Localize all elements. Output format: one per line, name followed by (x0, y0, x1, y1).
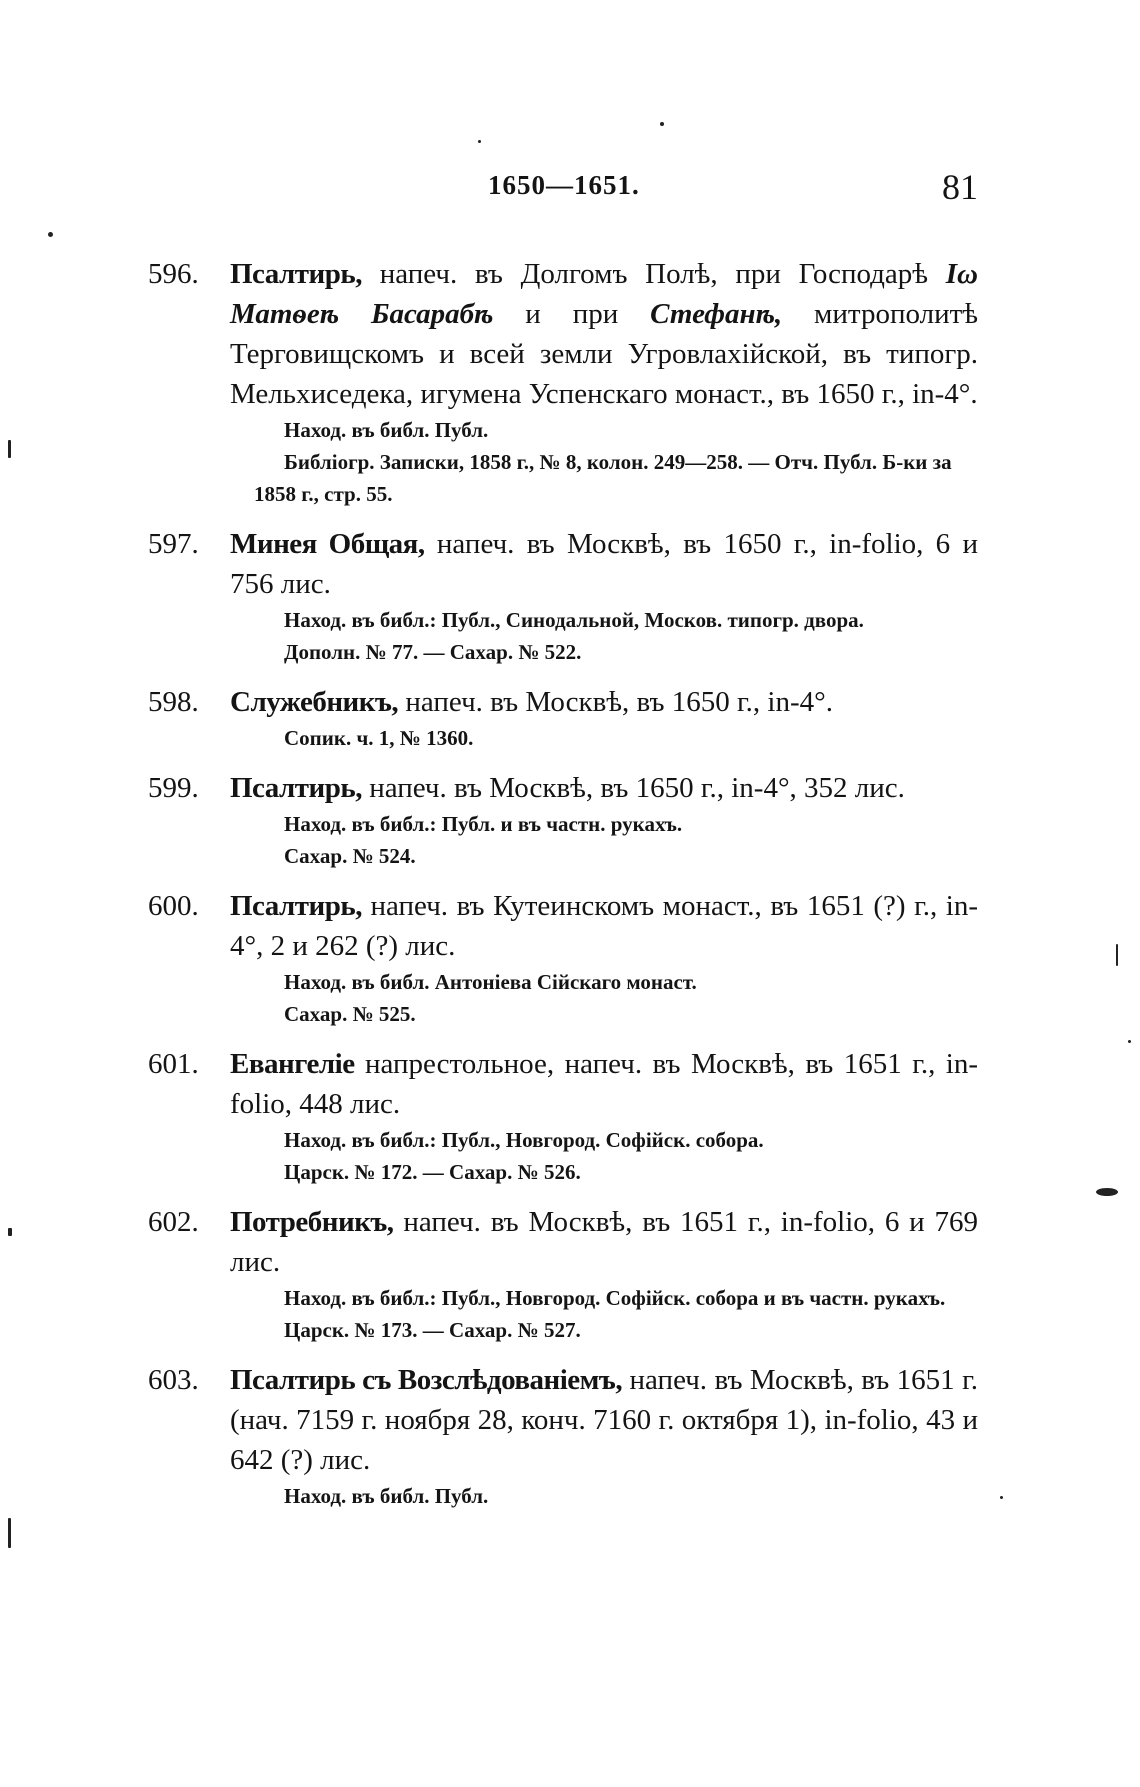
running-head: 1650—1651. (488, 170, 640, 200)
entry-598 (148, 682, 978, 754)
entry-text: напрестольное, напеч. въ Москвѣ, въ 1651 г., in-folio, 448 лис. (230, 1048, 978, 1120)
entry-body (230, 682, 978, 754)
entry-text: напеч. въ Москвѣ, въ 1650 г., in-4°, 352 лис. (361, 772, 905, 804)
entry-596 (148, 254, 978, 510)
entry-title: Служебникъ, (230, 686, 399, 718)
entry-note: Наход. въ библ. Публ. (284, 418, 489, 442)
entry-text: митрополитѣ Терговищскомъ и всей земли Угровлахійской, въ типогр. Мельхиседека, игумена Успенскаго монаст., въ 1650 г., in-4°. (230, 298, 979, 410)
entry-note: Царск. № 172. — Сахар. № 526. (284, 1160, 581, 1184)
scan-speck (1096, 1188, 1118, 1196)
entry-603 (148, 1360, 978, 1512)
page-number: 81 (942, 167, 978, 207)
entry-note: Наход. въ библ.: Публ., Новгород. Софійск. собора и въ частн. рукахъ. (284, 1286, 946, 1310)
entry-597 (148, 524, 978, 668)
scan-speck (8, 1228, 12, 1236)
scan-speck (8, 1518, 11, 1548)
entry-description (230, 886, 978, 966)
entry-number: 596. (148, 258, 199, 290)
entry-description (230, 768, 978, 808)
entry-title: Псалтирь, (230, 258, 362, 290)
entry-note: Наход. въ библ.: Публ., Синодальной, Москов. типогр. двора. (284, 608, 864, 632)
entry-number: 603. (148, 1364, 199, 1396)
scan-speck (1000, 1496, 1003, 1499)
entry-note: Царск. № 173. — Сахар. № 527. (284, 1318, 581, 1342)
entry-text: напеч. въ Москвѣ, въ 1651 г. (нач. 7159 г. ноября 28, конч. 7160 г. октября 1), in-folio, 43 и 642 (?) лис. (230, 1364, 978, 1476)
entry-note: Наход. въ библ. Антоніева Сійскаго монаст. (284, 970, 697, 994)
entry-number: 597. (148, 528, 199, 560)
entry-body (230, 1360, 978, 1512)
entry-note: Наход. въ библ. Публ. (284, 1484, 489, 1508)
entry-person: Стефанѣ, (650, 298, 783, 330)
page-header (148, 167, 978, 216)
entry-title: Евангеліе (230, 1048, 355, 1080)
entry-note: Сахар. № 525. (284, 1002, 416, 1026)
scan-speck (1128, 1040, 1131, 1043)
entry-number: 598. (148, 686, 199, 718)
entry-number: 602. (148, 1206, 199, 1238)
entry-note: Библіогр. Записки, 1858 г., № 8, колон. 249—258. — Отч. Публ. Б-ки за 1858 г., стр. 55. (254, 450, 952, 506)
entry-text: напеч. въ Москвѣ, въ 1650 г., in-folio, 6 и 756 лис. (230, 528, 978, 600)
entry-body (230, 254, 978, 510)
entry-title: Потребникъ, (230, 1206, 394, 1238)
entry-602 (148, 1202, 978, 1346)
entry-600 (148, 886, 978, 1030)
entry-note: Наход. въ библ.: Публ., Новгород. Софійск. собора. (284, 1128, 764, 1152)
entry-note: Сопик. ч. 1, № 1360. (284, 726, 474, 750)
entry-description (230, 1202, 978, 1282)
entry-description (230, 254, 978, 414)
entry-body (230, 886, 978, 1030)
entry-body (230, 1044, 978, 1188)
entry-title: Псалтирь, (230, 890, 362, 922)
entry-title: Минея Общая, (230, 528, 425, 560)
entry-body (230, 524, 978, 668)
scan-speck (8, 440, 11, 458)
entry-number: 599. (148, 772, 199, 804)
entry-note: Наход. въ библ.: Публ. и въ частн. рукахъ. (284, 812, 683, 836)
entry-list (148, 254, 978, 1526)
scan-speck (1116, 944, 1118, 966)
entry-description (230, 1044, 978, 1124)
entry-note: Дополн. № 77. — Сахар. № 522. (284, 640, 582, 664)
entry-title: Псалтирь съ Возслѣдованіемъ, (230, 1364, 623, 1396)
entry-number: 600. (148, 890, 199, 922)
scan-speck (660, 122, 664, 126)
entry-text: напеч. въ Кутеинскомъ монаст., въ 1651 (?) г., in-4°, 2 и 262 (?) лис. (230, 890, 978, 962)
entry-body (230, 768, 978, 872)
entry-description (230, 524, 978, 604)
entry-person: Іω Матѳеѣ Басарабѣ (230, 258, 978, 330)
entry-description (230, 682, 978, 722)
entry-text: напеч. въ Москвѣ, въ 1651 г., in-folio, 6 и 769 лис. (230, 1206, 978, 1278)
scan-speck (48, 232, 53, 237)
scan-speck (478, 140, 481, 143)
entry-text: и при (493, 298, 651, 330)
entry-title: Псалтирь, (230, 772, 362, 804)
entry-text: напеч. въ Москвѣ, въ 1650 г., in-4°. (398, 686, 833, 718)
entry-note: Сахар. № 524. (284, 844, 416, 868)
entry-description (230, 1360, 978, 1480)
entry-601 (148, 1044, 978, 1188)
entry-599 (148, 768, 978, 872)
entry-text: напеч. въ Долгомъ Полѣ, при Господарѣ (361, 258, 946, 290)
entry-body (230, 1202, 978, 1346)
entry-number: 601. (148, 1048, 199, 1080)
